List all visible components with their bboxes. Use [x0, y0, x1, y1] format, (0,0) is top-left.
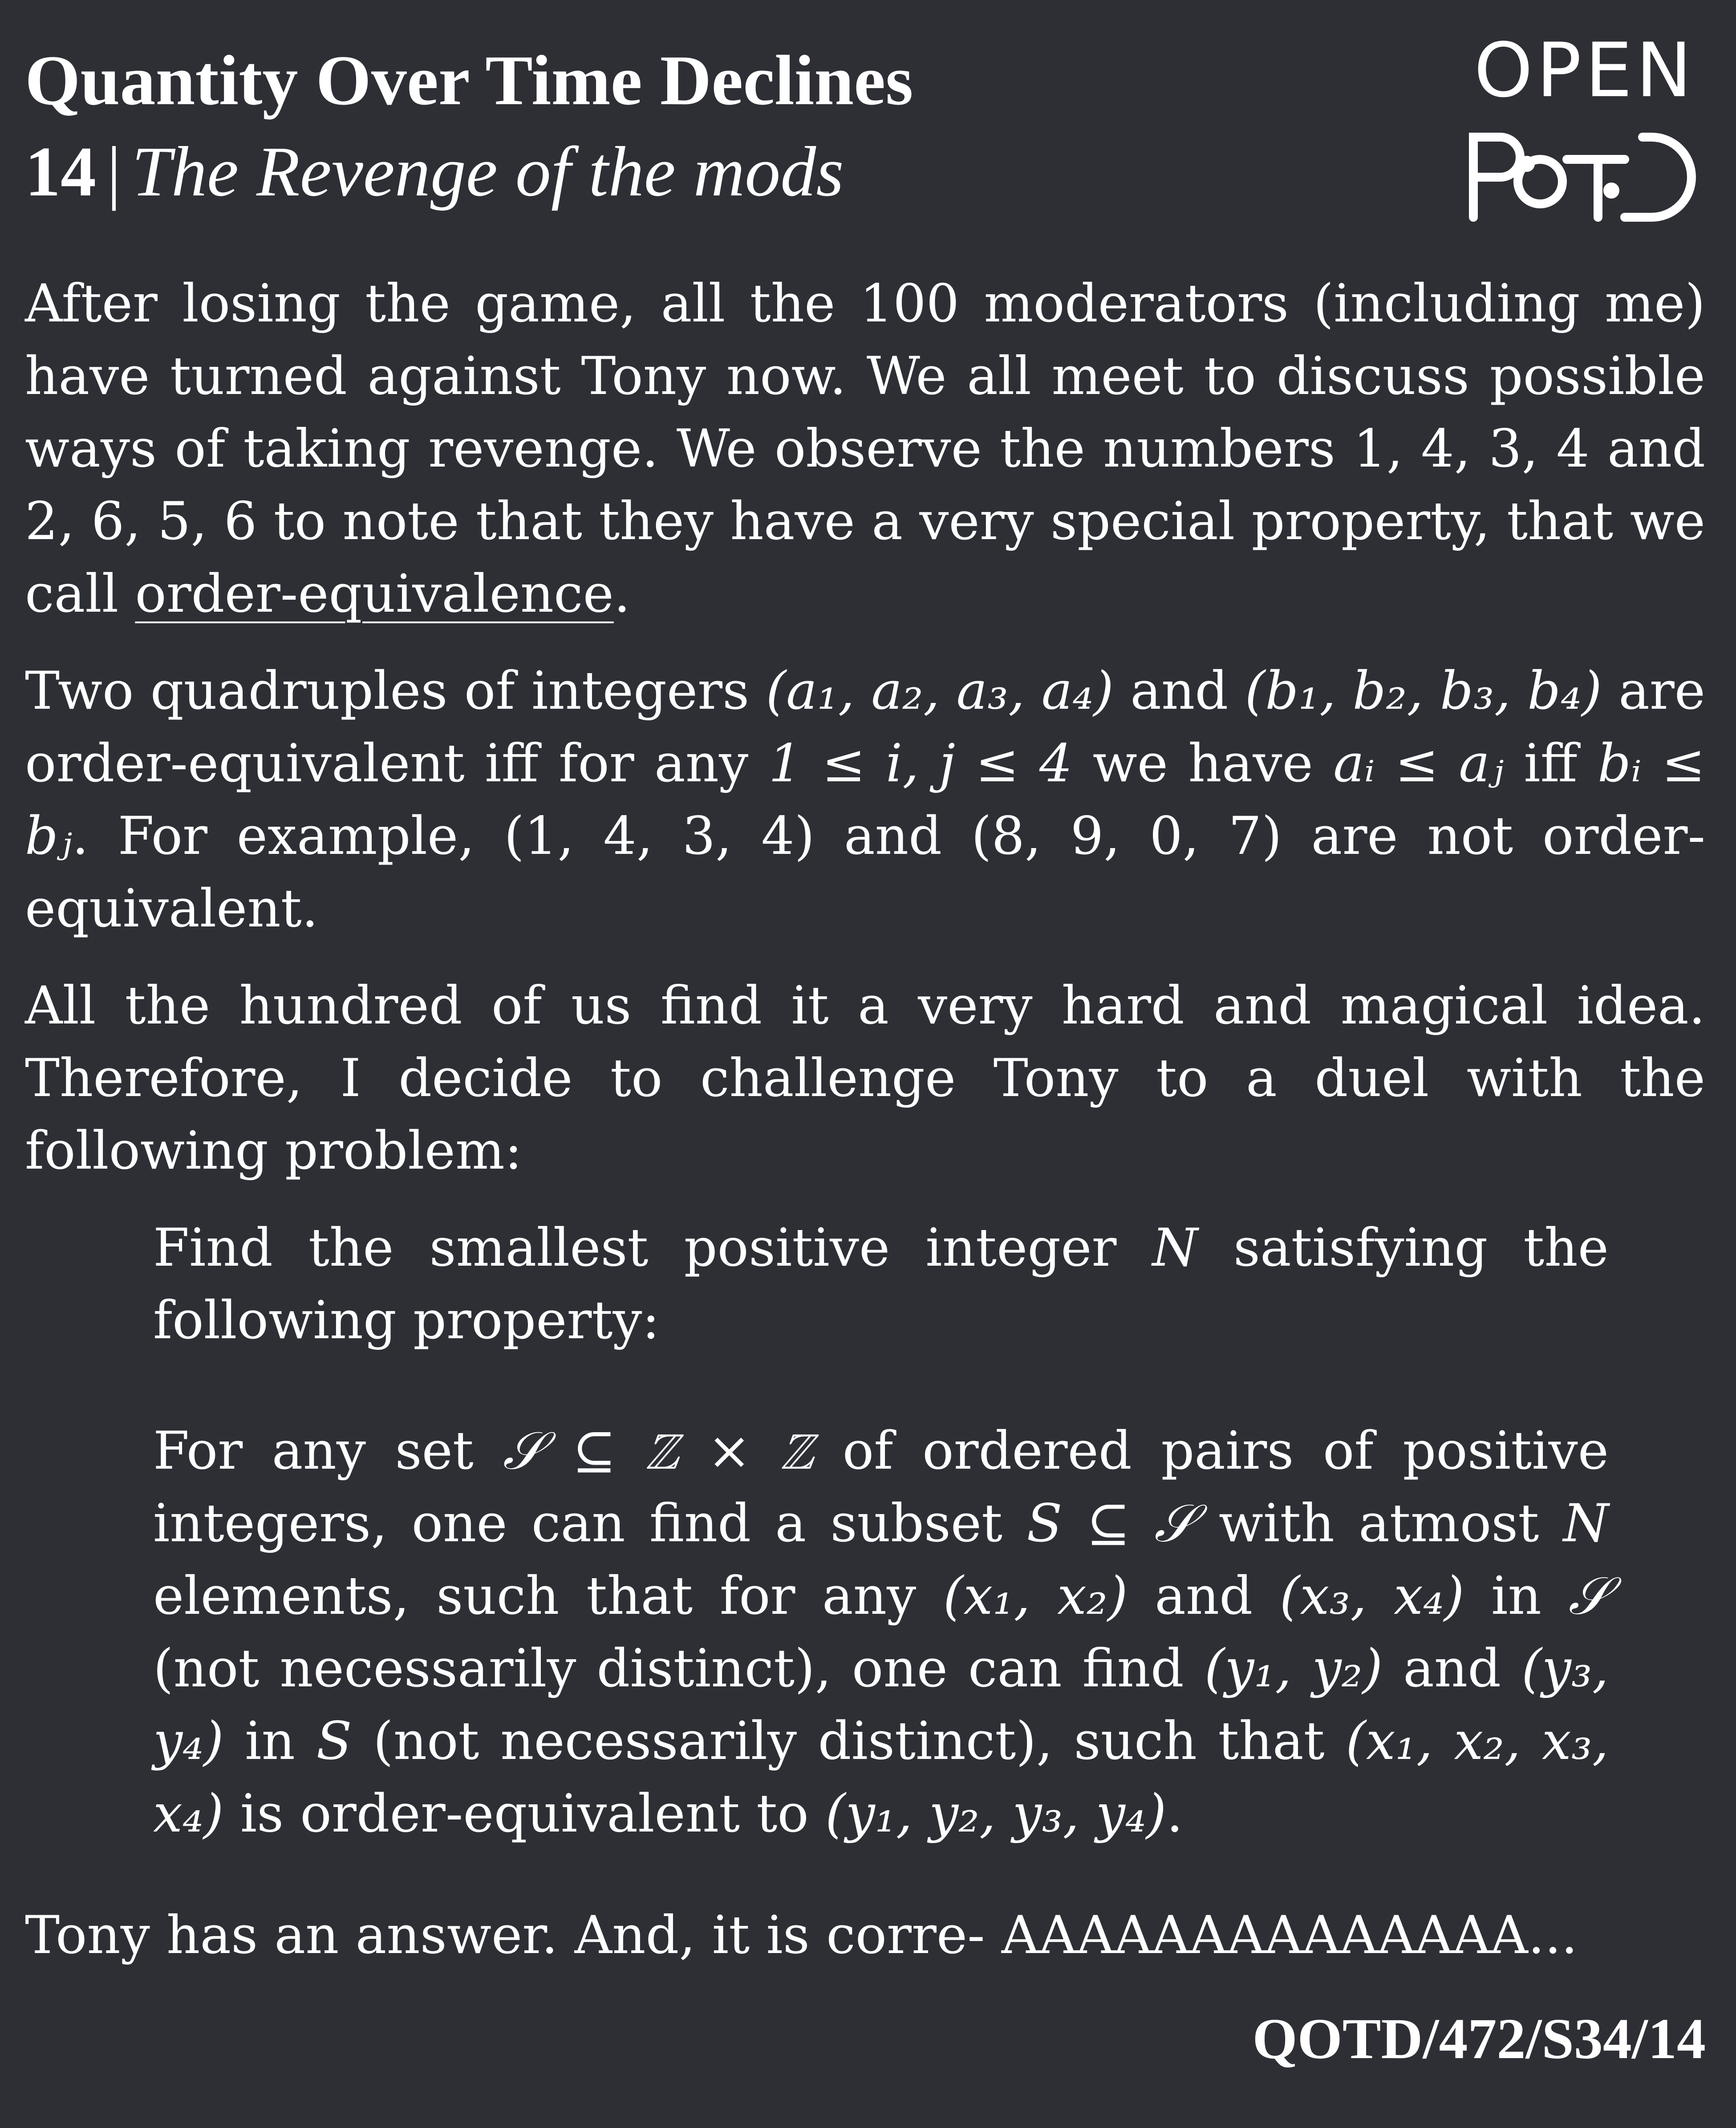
math-range: 1 ≤ i, j ≤ 4	[768, 733, 1073, 794]
title-block	[25, 36, 1405, 218]
math-x-tuple: (x₁, x₂, x₃, x₄)	[153, 1710, 1609, 1844]
paragraph-intro	[25, 267, 1705, 630]
math-tuple-b: (b₁, b₂, b₃, b₄)	[1245, 660, 1602, 721]
problem-text: (not necessarily distinct), one can find	[153, 1638, 1205, 1699]
def-text: . For example, (1, 4, 3, 4) and (8, 9, 0, 7) are not order-equivalent.	[25, 805, 1705, 939]
math-condition-b: bᵢ ≤ bⱼ	[25, 733, 1705, 866]
def-text: and	[1113, 660, 1245, 721]
problem-text: .	[1166, 1783, 1183, 1844]
problem-text: satisfying the following property:	[153, 1217, 1609, 1351]
problem-property	[153, 1414, 1609, 1850]
episode-number: 14	[25, 132, 96, 211]
math-subset: S ⊆ 𝒮	[1026, 1493, 1195, 1554]
def-text: we have	[1072, 733, 1334, 794]
problem-text: elements, such that for any	[153, 1565, 943, 1626]
problem-text: in	[223, 1710, 316, 1771]
paragraph-intro-end: .	[613, 563, 631, 624]
series-title: Quantity Over Time Declines	[25, 41, 913, 120]
math-y34: (y₃, y₄)	[153, 1638, 1609, 1771]
math-x12: (x₁, x₂)	[943, 1565, 1128, 1626]
problem-text: For any set	[153, 1420, 503, 1481]
math-y12: (y₁, y₂)	[1204, 1638, 1383, 1699]
math-N: N	[1563, 1493, 1609, 1554]
content	[25, 267, 1705, 1996]
math-x34: (x₃, x₄)	[1279, 1565, 1464, 1626]
problem-statement	[153, 1211, 1609, 1356]
def-text: iff	[1503, 733, 1598, 794]
logo-word: OPEN	[1474, 27, 1695, 114]
math-tuple-a: (a₁, a₂, a₃, a₄)	[766, 660, 1114, 721]
problem-text: Find the smallest positive integer	[153, 1217, 1152, 1278]
math-condition-a: aᵢ ≤ aⱼ	[1333, 733, 1504, 794]
math-set-S: 𝒮	[1568, 1565, 1609, 1626]
episode-line	[25, 125, 1405, 218]
paragraph-definition	[25, 654, 1705, 945]
open-potd-logo	[1464, 26, 1705, 222]
paragraph-challenge: All the hundred of us find it a very hard and magical idea. Therefore, I decide to challenge Tony to a duel with the following problem:	[25, 975, 1705, 1181]
episode-title: The Revenge of the mods	[132, 132, 844, 211]
def-text: Two quadruples of integers	[25, 660, 766, 721]
episode-separator: |	[107, 132, 122, 211]
closing-line: Tony has an answer. And, it is corre- AAAAAAAAAAAAAA...	[25, 1905, 1578, 1966]
problem-text: and	[1128, 1565, 1280, 1626]
problem-text: is order-equivalent to	[223, 1783, 825, 1844]
problem-text: with atmost	[1194, 1493, 1563, 1554]
term-order-equivalence: order-equivalence	[135, 563, 614, 624]
problem-text: (not necessarily distinct), such that	[352, 1710, 1346, 1771]
math-subset-S: S	[316, 1710, 352, 1771]
problem-text: of ordered pairs of positive integers, one can find a subset	[153, 1420, 1609, 1554]
math-set: 𝒮 ⊆ ℤ × ℤ	[503, 1420, 814, 1481]
def-text: are order-equivalent iff for any	[25, 660, 1705, 794]
potd-mark-icon	[1464, 26, 1705, 222]
footer-id: QOTD/472/S34/14	[1252, 2007, 1706, 2071]
math-y-tuple: (y₁, y₂, y₃, y₄)	[825, 1783, 1167, 1844]
problem-text: and	[1383, 1638, 1522, 1699]
problem-quote	[153, 1211, 1609, 1850]
paragraph-intro-text: After losing the game, all the 100 moderators (including me) have turned against Tony now. We all meet to discuss possible ways of taking revenge. We observe the numbers 1, 4, 3, 4 and 2, 6, 5, 6 to note that they have a very special property, that we call	[25, 273, 1705, 624]
problem-text: in	[1464, 1565, 1569, 1626]
math-N: N	[1152, 1217, 1198, 1278]
